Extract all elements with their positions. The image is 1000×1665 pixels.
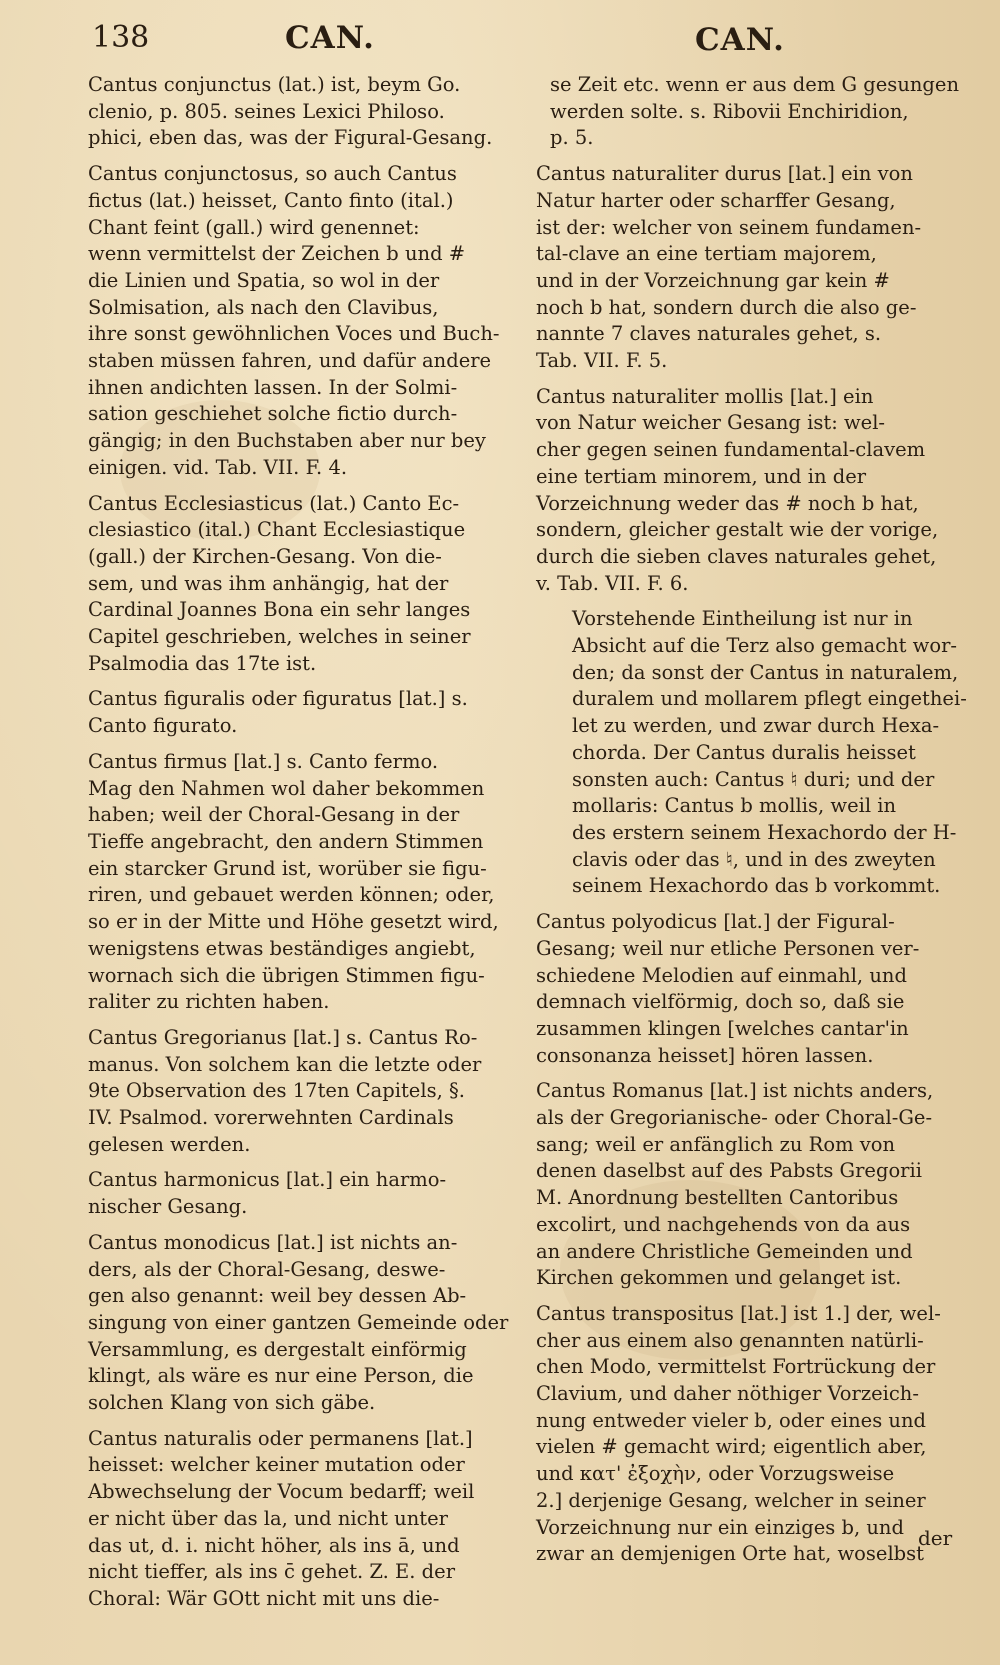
entry-line: eine tertiam minorem, und in der — [536, 464, 867, 488]
entry-line: Cantus monodicus [lat.] ist nichts an- — [88, 1230, 458, 1254]
entry-line: cher gegen seinen fundamental-clavem — [536, 438, 926, 462]
dictionary-entry — [88, 1426, 538, 1613]
entry-line: Cantus Ecclesiasticus (lat.) Canto Ec- — [88, 491, 460, 515]
entry-line: Natur harter oder scharffer Gesang, — [536, 188, 896, 212]
entry-line: Absicht auf die Terz also gemacht wor- — [572, 634, 958, 658]
entry-line: Cantus Gregorianus [lat.] s. Cantus Ro- — [88, 1025, 478, 1049]
entry-line: riren, und gebauet werden können; oder, — [88, 883, 495, 907]
entry-line: Vorzeichnung weder das # noch b hat, — [536, 491, 919, 515]
entry-line: Choral: Wär GOtt nicht mit uns die- — [88, 1586, 440, 1610]
entry-line: Cantus figuralis oder figuratus [lat.] s. — [88, 687, 468, 711]
entry-line: clesiastico (ital.) Chant Ecclesiastique — [88, 518, 466, 542]
entry-line: Versammlung, es dergestalt einförmig — [88, 1337, 467, 1361]
entry-line: gen also genannt: weil bey dessen Ab- — [88, 1284, 467, 1308]
entry-line: ders, als der Choral-Gesang, deswe- — [88, 1257, 446, 1281]
dictionary-entry — [88, 1025, 538, 1159]
dictionary-entry — [88, 161, 538, 481]
dictionary-entry — [536, 1078, 960, 1292]
entry-line: raliter zu richten haben. — [88, 990, 330, 1014]
dictionary-entry — [536, 384, 960, 598]
entry-line: gängig; in den Buchstaben aber nur bey — [88, 429, 486, 453]
entry-line: Vorstehende Eintheilung ist nur in — [572, 607, 913, 631]
entry-line: IV. Psalmod. vorerwehnten Cardinals — [88, 1106, 454, 1130]
entry-line: zusammen klingen [welches cantar'in — [536, 1016, 909, 1040]
dictionary-entry — [536, 606, 967, 900]
entry-line: staben müssen fahren, und dafür andere — [88, 349, 492, 373]
entry-line: chorda. Der Cantus duralis heisset — [572, 740, 916, 764]
entry-line: und κατ' ἐξοχὴν, oder Vorzugsweise — [536, 1462, 895, 1486]
entry-line: noch b hat, sondern durch die also ge- — [536, 295, 917, 319]
entry-line: se Zeit etc. wenn er aus dem G gesungen — [550, 73, 960, 96]
entry-line: tal-clave an eine tertiam majorem, — [536, 242, 877, 266]
entry-line: als der Gregorianische- oder Choral-Ge- — [536, 1106, 933, 1130]
entry-line: denen daselbst auf des Pabsts Gregorii — [536, 1159, 922, 1183]
entry-line: p. 5. — [550, 126, 594, 150]
entry-line: ihnen andichten lassen. In der Solmi- — [88, 375, 458, 399]
entry-line: chen Modo, vermittelst Fortrückung der — [536, 1355, 936, 1379]
dictionary-entry — [88, 1167, 538, 1220]
entry-line: Vorzeichnung nur ein einziges b, und — [536, 1515, 904, 1539]
entry-line: singung von einer gantzen Gemeinde oder — [88, 1310, 509, 1334]
entry-line: fictus (lat.) heisset, Canto finto (ital.) — [88, 188, 454, 212]
entry-line: des erstern seinem Hexachordo der H- — [572, 820, 957, 844]
dictionary-entry — [536, 72, 960, 152]
entry-line: solchen Klang von sich gäbe. — [88, 1391, 376, 1415]
entry-line: Canto figurato. — [88, 714, 238, 738]
entry-line: schiedene Melodien auf einmahl, und — [536, 963, 907, 987]
right-column — [536, 72, 967, 1577]
entry-line: und in der Vorzeichnung gar kein # — [536, 268, 890, 292]
entry-line: sondern, gleicher gestalt wie der vorige, — [536, 518, 939, 542]
entry-line: nung entweder vieler b, oder eines und — [536, 1408, 926, 1432]
entry-line: klingt, als wäre es nur eine Person, die — [88, 1364, 474, 1388]
entry-line: 2.] derjenige Gesang, welcher in seiner — [536, 1488, 926, 1512]
entry-line: ihre sonst gewöhnlichen Voces und Buch- — [88, 322, 500, 346]
entry-line: sonsten auch: Cantus ♮ duri; und der — [572, 767, 935, 791]
entry-line: Kirchen gekommen und gelanget ist. — [536, 1266, 902, 1290]
dictionary-entry — [536, 1301, 960, 1568]
entry-line: nischer Gesang. — [88, 1195, 248, 1219]
running-header — [0, 14, 1000, 64]
entry-line: clavis oder das ♮, und in des zweyten — [572, 847, 936, 871]
entry-line: wenn vermittelst der Zeichen b und # — [88, 242, 466, 266]
entry-line: manus. Von solchem kan die letzte oder — [88, 1052, 482, 1076]
left-column — [88, 72, 538, 1622]
entry-line: Cantus conjunctus (lat.) ist, beym Go. — [88, 73, 461, 96]
entry-line: wenigstens etwas beständiges angiebt, — [88, 936, 476, 960]
entry-line: Cantus firmus [lat.] s. Canto fermo. — [88, 749, 439, 773]
entry-line: Chant feint (gall.) wird genennet: — [88, 215, 420, 239]
entry-line: Psalmodia das 17te ist. — [88, 651, 317, 675]
entry-line: Capitel geschrieben, welches in seiner — [88, 625, 471, 649]
entry-line: Tieffe angebracht, den andern Stimmen — [88, 829, 484, 853]
entry-line: duralem und mollarem pflegt eingethei- — [572, 687, 967, 711]
entry-line: ein starcker Grund ist, worüber sie figu- — [88, 856, 487, 880]
entry-line: Clavium, und daher nöthiger Vorzeich- — [536, 1382, 919, 1406]
entry-line: nicht tieffer, als ins c̄ gehet. Z. E. der — [88, 1560, 456, 1584]
entry-line: (gall.) der Kirchen-Gesang. Von die- — [88, 544, 442, 568]
entry-line: consonanza heisset] hören lassen. — [536, 1043, 874, 1067]
entry-line: ist der: welcher von seinem fundamen- — [536, 215, 922, 239]
entry-line: durch die sieben claves naturales gehet, — [536, 544, 937, 568]
entry-line: Cantus naturaliter mollis [lat.] ein — [536, 384, 874, 408]
entry-line: mollaris: Cantus b mollis, weil in — [572, 794, 897, 818]
entry-line: den; da sonst der Cantus in naturalem, — [572, 660, 959, 684]
entry-line: sation geschiehet solche fictio durch- — [88, 402, 458, 426]
dictionary-entry — [536, 909, 960, 1069]
catchword: der — [918, 1526, 953, 1550]
entry-line: heisset: welcher keiner mutation oder — [88, 1453, 465, 1477]
right-running-title: CAN. — [695, 22, 785, 58]
entry-line: cher aus einem also genannten natürli- — [536, 1328, 924, 1352]
dictionary-entry — [88, 72, 538, 152]
entry-line: let zu werden, und zwar durch Hexa- — [572, 714, 940, 738]
entry-line: die Linien und Spatia, so wol in der — [88, 268, 440, 292]
dictionary-entry — [88, 1230, 538, 1417]
dictionary-entry — [88, 686, 538, 739]
entry-line: gelesen werden. — [88, 1132, 251, 1156]
entry-line: Cantus harmonicus [lat.] ein harmo- — [88, 1168, 447, 1192]
entry-line: sang; weil er anfänglich zu Rom von — [536, 1132, 896, 1156]
left-running-title: CAN. — [285, 20, 375, 56]
entry-line: Cantus polyodicus [lat.] der Figural- — [536, 910, 895, 934]
entry-line: werden solte. s. Ribovii Enchiridion, — [550, 99, 909, 123]
entry-line: Cantus naturaliter durus [lat.] ein von — [536, 162, 913, 186]
entry-line: von Natur weicher Gesang ist: wel- — [536, 411, 886, 435]
entry-line: seinem Hexachordo das b vorkommt. — [572, 874, 941, 898]
entry-line: Cantus conjunctosus, so auch Cantus — [88, 162, 457, 186]
entry-line: sem, und was ihm anhängig, hat der — [88, 571, 449, 595]
entry-line: v. Tab. VII. F. 6. — [536, 571, 689, 595]
entry-line: er nicht über das la, und nicht unter — [88, 1506, 448, 1530]
entry-line: nannte 7 claves naturales gehet, s. — [536, 322, 882, 346]
entry-line: M. Anordnung bestellten Cantoribus — [536, 1186, 899, 1210]
entry-line: Cardinal Joannes Bona ein sehr langes — [88, 598, 471, 622]
page-number: 138 — [92, 20, 150, 55]
entry-line: Mag den Nahmen wol daher bekommen — [88, 776, 485, 800]
dictionary-entry — [88, 749, 538, 1016]
entry-line: 9te Observation des 17ten Capitels, §. — [88, 1079, 465, 1103]
entry-line: Cantus transpositus [lat.] ist 1.] der, wel- — [536, 1301, 941, 1325]
entry-line: das ut, d. i. nicht höher, als ins ā, und — [88, 1533, 460, 1557]
entry-line: Solmisation, als nach den Clavibus, — [88, 295, 439, 319]
entry-line: phici, eben das, was der Figural-Gesang. — [88, 126, 493, 150]
entry-line: an andere Christliche Gemeinden und — [536, 1239, 913, 1263]
entry-line: Cantus naturalis oder permanens [lat.] — [88, 1426, 473, 1450]
entry-line: demnach vielförmig, doch so, daß sie — [536, 990, 905, 1014]
entry-line: Tab. VII. F. 5. — [536, 349, 668, 373]
dictionary-entry — [536, 161, 960, 375]
entry-line: Gesang; weil nur etliche Personen ver- — [536, 936, 920, 960]
entry-line: vielen # gemacht wird; eigentlich aber, — [536, 1435, 927, 1459]
entry-line: excolirt, und nachgehends von da aus — [536, 1212, 911, 1236]
entry-line: wornach sich die übrigen Stimmen figu- — [88, 963, 485, 987]
entry-line: haben; weil der Choral-Gesang in der — [88, 803, 460, 827]
entry-line: Cantus Romanus [lat.] ist nichts anders, — [536, 1079, 934, 1103]
entry-line: zwar an demjenigen Orte hat, woselbst — [536, 1542, 925, 1566]
entry-line: Abwechselung der Vocum bedarff; weil — [88, 1480, 475, 1504]
entry-line: clenio, p. 805. seines Lexici Philoso. — [88, 99, 445, 123]
dictionary-entry — [88, 491, 538, 678]
entry-line: so er in der Mitte und Höhe gesetzt wird, — [88, 910, 499, 934]
entry-line: einigen. vid. Tab. VII. F. 4. — [88, 455, 348, 479]
